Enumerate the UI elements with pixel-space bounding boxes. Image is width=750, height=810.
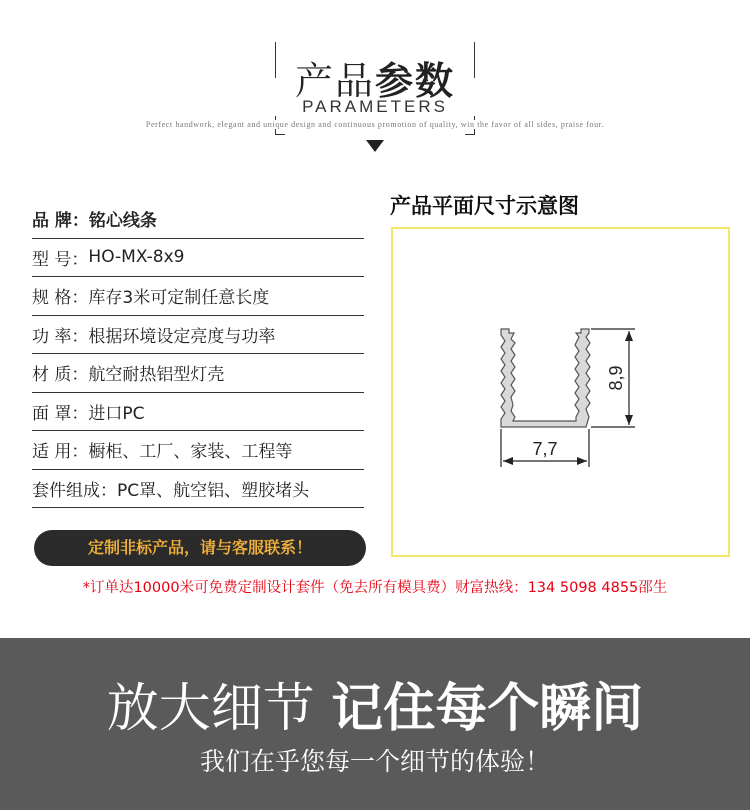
spec-row-kit	[32, 470, 364, 509]
spec-row-power	[32, 316, 364, 355]
height-arrow-bottom	[625, 415, 633, 425]
spec-row-cover	[32, 393, 364, 432]
height-arrow-top	[625, 331, 633, 341]
spec-row-usage	[32, 431, 364, 470]
spec-key: 适 用：	[32, 442, 89, 463]
tagline	[0, 120, 750, 129]
banner-title-light: 放大细节	[106, 679, 315, 739]
spec-value: 橱柜、工厂、家装、工程等	[88, 442, 293, 463]
spec-value: PC罩、航空铝、塑胶堵头	[117, 480, 310, 501]
spec-value: 航空耐热铝型灯壳	[88, 365, 225, 386]
spec-value: 进口PC	[88, 403, 145, 424]
spec-key: 材 质：	[32, 365, 89, 386]
dimension-diagram	[391, 227, 730, 557]
spec-key: 套件组成：	[32, 480, 117, 501]
spec-row-model	[32, 239, 364, 278]
width-arrow-right	[577, 457, 587, 465]
banner-subtitle: 我们在乎您每一个细节的体验！	[199, 747, 550, 776]
spec-row-size	[32, 277, 364, 316]
diagram-title: 产品平面尺寸示意图	[390, 194, 579, 218]
spec-key: 规 格：	[32, 288, 89, 309]
width-dimension-label: 7,7	[532, 439, 558, 459]
spec-key: 品 牌：	[32, 211, 89, 232]
spec-key: 面 罩：	[32, 403, 89, 424]
promotion-notice: *订单达10000米可免费定制设计套件（免去所有模具费）财富热线：134 5098 4855邵生	[82, 580, 668, 596]
spec-value: 铭心线条	[88, 211, 157, 232]
height-dimension-label: 8,9	[606, 365, 626, 391]
banner-title	[0, 666, 750, 741]
section-title-bold: 参数	[375, 59, 456, 103]
spec-key: 型 号：	[32, 249, 89, 270]
width-arrow-left	[503, 457, 513, 465]
contact-service-button[interactable]: 定制非标产品，请与客服联系！	[34, 530, 366, 566]
spec-list	[32, 200, 364, 508]
section-title-light: 产品	[294, 59, 375, 103]
section-subtitle: PARAMETERS	[302, 97, 448, 116]
spec-value: 根据环境设定亮度与功率	[88, 326, 276, 347]
tagline-text: Perfect handwork, elegant and unique design and continuous promotion of quality, win the favor of all sides, praise four.	[142, 120, 608, 129]
header-frame-line	[465, 134, 475, 135]
down-arrow-icon	[366, 140, 384, 152]
spec-value: HO-MX-8x9	[88, 247, 185, 268]
header-frame-line	[275, 134, 285, 135]
spec-row-brand	[32, 200, 364, 239]
detail-banner	[0, 638, 750, 810]
spec-key: 功 率：	[32, 326, 89, 347]
profile-shape	[501, 329, 590, 427]
banner-title-bold: 记住每个瞬间	[331, 679, 644, 739]
spec-row-material	[32, 354, 364, 393]
profile-drawing	[393, 229, 728, 555]
spec-value: 库存3米可定制任意长度	[88, 288, 270, 309]
